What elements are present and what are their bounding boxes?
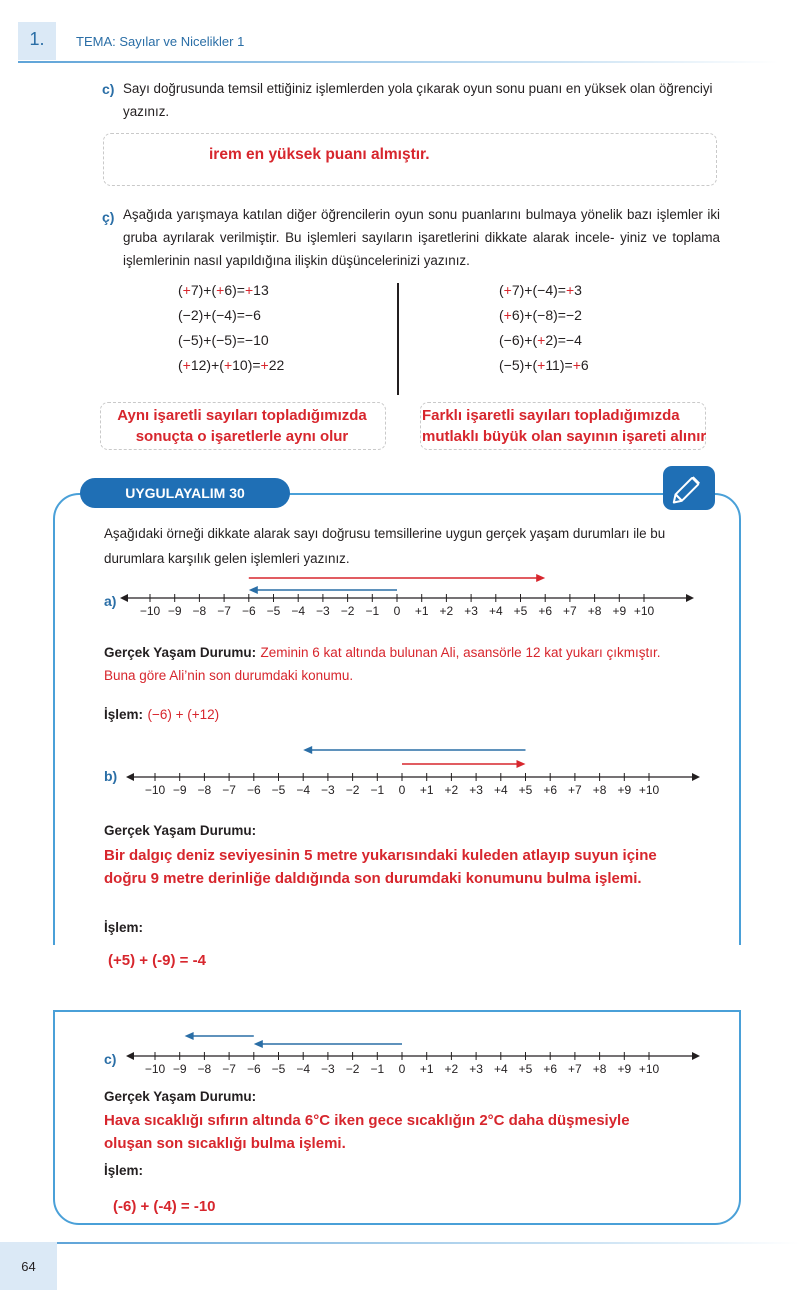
number-line-b xyxy=(124,744,704,800)
equation-row xyxy=(499,353,699,378)
equation-part: (−6)+( xyxy=(499,332,538,348)
item-a-situation-text-2: Buna göre Ali’nin son durumdaki konumu. xyxy=(104,668,354,683)
equation-part: 13 xyxy=(253,282,269,298)
item-c-operation-value: (-6) + (-4) = -10 xyxy=(113,1198,216,1215)
equations-different-sign xyxy=(499,278,699,378)
tick-label: +7 xyxy=(568,1062,582,1076)
axis-left-arrowhead xyxy=(126,1052,134,1060)
tick-label: −1 xyxy=(365,604,380,618)
answer-same-sign-line1: Aynı işaretli sayıları topladığımızda xyxy=(117,407,367,424)
equation-sign: + xyxy=(182,282,191,298)
item-c-situation-label: Gerçek Yaşam Durumu: xyxy=(104,1089,257,1104)
movement-arrowhead xyxy=(249,586,258,594)
equation-part: (−2)+(−4)=−6 xyxy=(178,307,261,323)
equation-part: 11)= xyxy=(545,357,573,373)
movement-arrowhead xyxy=(536,574,545,582)
item-b-operation-value: (+5) + (-9) = -4 xyxy=(108,952,206,969)
item-b-letter: b) xyxy=(104,768,118,784)
tick-label: +7 xyxy=(563,604,577,618)
equation-sign: + xyxy=(537,357,546,373)
tick-label: +9 xyxy=(612,604,627,618)
tick-label: −10 xyxy=(144,783,166,797)
item-b-answer-line1: Bir dalgıç deniz seviyesinin 5 metre yukarısındaki kuleden atlayıp suyun içine xyxy=(104,847,657,864)
equation-part: 6 xyxy=(580,357,589,373)
theme-title: TEMA: Sayılar ve Nicelikler 1 xyxy=(76,34,245,49)
tick-label: −3 xyxy=(321,1062,335,1076)
tick-label: 0 xyxy=(393,604,401,618)
tick-label: +1 xyxy=(419,1062,434,1076)
equation-part: ( xyxy=(499,282,504,298)
tick-label: −5 xyxy=(271,1062,286,1076)
item-a-operation-value: (−6) + (+12) xyxy=(147,707,220,722)
tick-label: −10 xyxy=(144,1062,166,1076)
tick-label: +2 xyxy=(444,1062,459,1076)
activity-tag: UYGULAYALIM 30 xyxy=(80,478,290,508)
equation-sign: + xyxy=(244,282,254,298)
equation-sign: + xyxy=(216,282,225,298)
tick-label: −6 xyxy=(246,783,261,797)
tick-label: −9 xyxy=(167,604,182,618)
equation-sign: + xyxy=(223,357,233,373)
tick-label: +10 xyxy=(638,783,660,797)
equation-row xyxy=(178,303,378,328)
tick-label: +10 xyxy=(638,1062,660,1076)
tick-label: −6 xyxy=(241,604,256,618)
movement-arrowhead xyxy=(303,746,312,754)
page-number: 64 xyxy=(21,1259,36,1274)
item-a-operation-label: İşlem: xyxy=(104,707,144,722)
tick-label: −7 xyxy=(222,783,236,797)
equation-sign: + xyxy=(503,282,512,298)
tick-label: −2 xyxy=(345,783,360,797)
activity-instruction: Aşağıdaki örneği dikkate alarak sayı doğrusu temsillerine uygun gerçek yaşam durumları ile bu durumlara karşılık gelen işlemleri yazınız. xyxy=(104,526,666,566)
tick-label: +6 xyxy=(538,604,553,618)
item-b-answer-line2: doğru 9 metre derinliğe daldığında son durumdaki konumunu bulma işlemi. xyxy=(104,870,642,887)
tick-label: −9 xyxy=(172,783,187,797)
tick-label: +2 xyxy=(439,604,454,618)
equation-row xyxy=(178,328,378,353)
tick-label: +6 xyxy=(543,1062,558,1076)
panel-top-edge-2 xyxy=(53,1010,741,1012)
equation-part: (−5)+(−5)=−10 xyxy=(178,332,269,348)
tick-label: +8 xyxy=(592,1062,607,1076)
tick-label: −8 xyxy=(197,1062,212,1076)
axis-right-arrowhead xyxy=(692,773,700,781)
equations-same-sign xyxy=(178,278,378,378)
tick-label: +3 xyxy=(469,1062,483,1076)
tick-label: −8 xyxy=(192,604,207,618)
item-b-situation-label: Gerçek Yaşam Durumu: xyxy=(104,823,257,838)
tick-label: +1 xyxy=(419,783,434,797)
tick-label: +3 xyxy=(464,604,478,618)
question-c-letter: c) xyxy=(102,81,115,97)
equation-part: 2)=−4 xyxy=(545,332,582,348)
item-b-situation xyxy=(104,844,744,890)
tick-label: −1 xyxy=(370,783,385,797)
axis-left-arrowhead xyxy=(120,594,128,602)
tick-label: +8 xyxy=(592,783,607,797)
item-c-situation xyxy=(104,1109,744,1155)
movement-arrowhead xyxy=(185,1032,194,1040)
unit-number: 1. xyxy=(29,29,45,49)
equation-row xyxy=(178,278,378,303)
item-c-answer-line2: oluşan son sıcaklığı bulma işlemi. xyxy=(104,1135,346,1152)
equation-part: ( xyxy=(178,282,183,298)
header-divider xyxy=(18,61,778,63)
tick-label: −4 xyxy=(291,604,306,618)
equation-part: 7)+( xyxy=(190,282,217,298)
pencil-icon xyxy=(663,466,715,510)
equation-part: 6)= xyxy=(224,282,245,298)
answer-different-sign-line2: mutlaklı büyük olan sayının işareti alınır xyxy=(422,428,707,445)
question-cc-text: Aşağıda yarışmaya katılan diğer öğrencilerin oyun sonu puanlarını bulmaya yönelik bazı işlemler iki gruba ayrılarak verilmiştir. Bu işlemleri sayıların işaretlerini dikkate alarak incele- yiniz ve toplama işlemlerinin nasıl yapıldığına ilişkin düşüncelerinizi yazınız. xyxy=(123,207,720,268)
answer-c-text: irem en yüksek puanı almıştır. xyxy=(209,146,430,163)
equation-row xyxy=(499,328,699,353)
tick-label: −3 xyxy=(316,604,330,618)
tick-label: −2 xyxy=(340,604,355,618)
panel-left-edge-2 xyxy=(53,1010,55,1032)
item-c-answer-line1: Hava sıcaklığı sıfırın altında 6°C iken gece sıcaklığın 2°C daha düşmesiyle xyxy=(104,1112,630,1129)
item-a-situation-text-1: Zeminin 6 kat altında bulunan Ali, asansörle 12 kat yukarı çıkmıştır. xyxy=(260,645,661,660)
equation-row xyxy=(499,303,699,328)
answer-same-sign xyxy=(102,405,382,447)
tick-label: +1 xyxy=(414,604,429,618)
equation-part: 10)= xyxy=(232,357,261,373)
answer-same-sign-line2: sonuçta o işaretlerle aynı olur xyxy=(135,428,349,445)
movement-arrowhead xyxy=(517,760,526,768)
tick-label: +5 xyxy=(518,1062,533,1076)
equation-part: (−5)+( xyxy=(499,357,538,373)
equation-part: ( xyxy=(178,357,183,373)
axis-right-arrowhead xyxy=(692,1052,700,1060)
equation-sign: + xyxy=(182,357,191,373)
item-a-situation xyxy=(104,641,744,687)
tick-label: +4 xyxy=(493,1062,508,1076)
tick-label: −7 xyxy=(217,604,231,618)
equation-part: 3 xyxy=(574,282,582,298)
question-cc-letter: ç) xyxy=(102,209,115,225)
equation-row xyxy=(178,353,378,378)
tick-label: +4 xyxy=(488,604,503,618)
equation-part: 6)+(−8)=−2 xyxy=(511,307,582,323)
item-a-operation xyxy=(104,706,219,724)
equation-sign: + xyxy=(260,357,269,373)
tick-label: +5 xyxy=(513,604,528,618)
tick-label: 0 xyxy=(398,783,406,797)
answer-different-sign xyxy=(422,405,742,447)
tick-label: +6 xyxy=(543,783,558,797)
item-a-situation-label: Gerçek Yaşam Durumu: xyxy=(104,645,257,660)
axis-left-arrowhead xyxy=(126,773,134,781)
tick-label: +4 xyxy=(493,783,508,797)
equations-divider xyxy=(397,283,399,395)
pencil-icon-box xyxy=(663,466,715,510)
tick-label: −1 xyxy=(370,1062,385,1076)
equation-part: 7)+(−4)= xyxy=(511,282,566,298)
item-c-letter: c) xyxy=(104,1051,117,1067)
equation-part: ( xyxy=(499,307,504,323)
tick-label: −10 xyxy=(139,604,161,618)
equation-sign: + xyxy=(572,357,581,373)
equation-part: 22 xyxy=(268,357,285,373)
axis-right-arrowhead xyxy=(686,594,694,602)
item-c-operation-label: İşlem: xyxy=(104,1163,144,1178)
tick-label: −3 xyxy=(321,783,335,797)
tick-label: −8 xyxy=(197,783,212,797)
equation-sign: + xyxy=(565,282,575,298)
footer-divider xyxy=(57,1242,800,1244)
tick-label: −4 xyxy=(296,1062,311,1076)
tick-label: −6 xyxy=(246,1062,261,1076)
tick-label: +10 xyxy=(633,604,655,618)
tick-label: −5 xyxy=(266,604,281,618)
item-b-operation-label: İşlem: xyxy=(104,920,144,935)
tick-label: −9 xyxy=(172,1062,187,1076)
equation-sign: + xyxy=(503,307,512,323)
tick-label: +8 xyxy=(587,604,602,618)
equation-row xyxy=(499,278,699,303)
number-line-a xyxy=(118,568,698,624)
answer-different-sign-line1: Farklı işaretli sayıları topladığımızda xyxy=(422,407,680,424)
item-a-letter: a) xyxy=(104,593,117,609)
number-line-c xyxy=(124,1026,704,1082)
tick-label: +7 xyxy=(568,783,582,797)
tick-label: −7 xyxy=(222,1062,236,1076)
tick-label: −2 xyxy=(345,1062,360,1076)
tick-label: +9 xyxy=(617,783,632,797)
question-c-text: Sayı doğrusunda temsil ettiğiniz işlemlerden yola çıkarak oyun sonu puanı en yüksek olan öğrenciyi yazınız. xyxy=(123,81,713,119)
movement-arrowhead xyxy=(254,1040,263,1048)
equation-part: 12)+( xyxy=(190,357,224,373)
tick-label: 0 xyxy=(398,1062,406,1076)
tick-label: −4 xyxy=(296,783,311,797)
tick-label: +5 xyxy=(518,783,533,797)
panel-right-edge-1 xyxy=(739,912,741,945)
equation-sign: + xyxy=(537,332,546,348)
tick-label: +9 xyxy=(617,1062,632,1076)
panel-left-edge-1 xyxy=(53,912,55,945)
tick-label: +2 xyxy=(444,783,459,797)
tick-label: +3 xyxy=(469,783,483,797)
panel-right-edge-2 xyxy=(739,1010,741,1032)
tick-label: −5 xyxy=(271,783,286,797)
